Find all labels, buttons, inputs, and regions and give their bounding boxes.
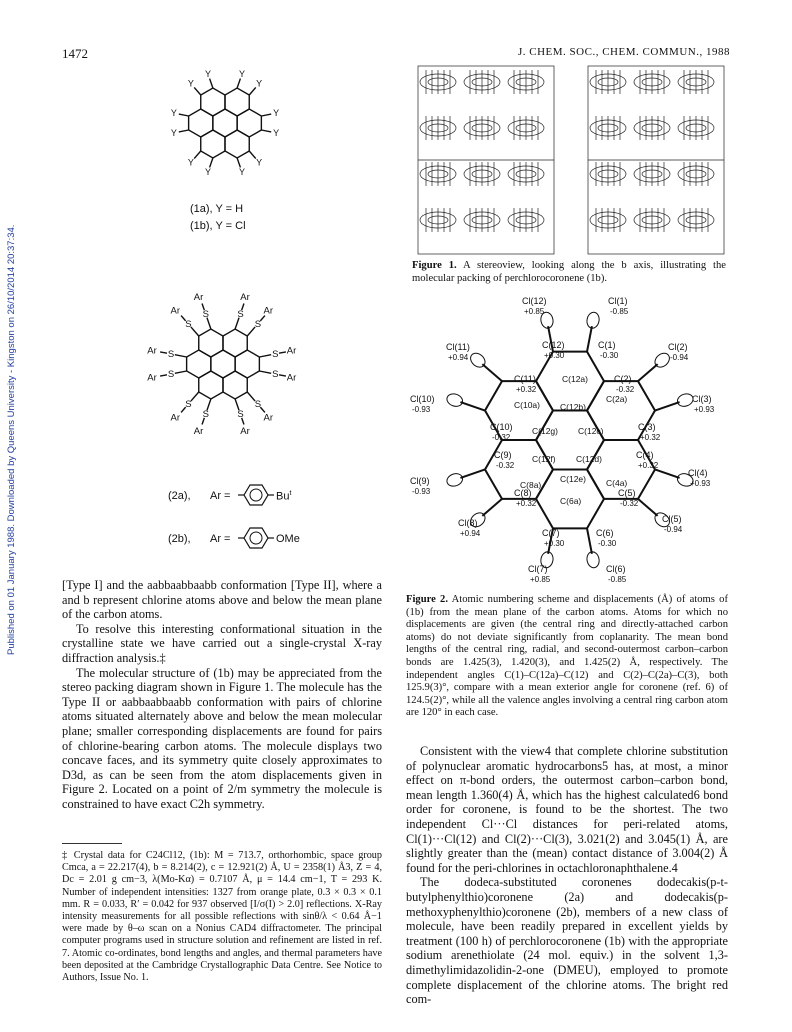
coronene-1-ring-6 xyxy=(225,88,249,116)
cl-atom-label: Cl(12) xyxy=(522,296,547,306)
aryl-label: Ar xyxy=(263,412,274,424)
cl-atom-label: Cl(5) xyxy=(662,514,682,524)
ar-bond xyxy=(160,375,167,376)
y-bond xyxy=(179,114,189,116)
aryl-label: Ar xyxy=(286,345,297,357)
y-bond xyxy=(210,158,213,167)
inner-c-label: C(12d) xyxy=(576,454,602,464)
c-cl-bond xyxy=(638,364,658,381)
aryl-label: Ar xyxy=(240,291,250,303)
substituent-2b: OMe xyxy=(276,533,300,545)
c-cl-bond xyxy=(638,499,658,516)
label-1b: (1b), Y = Cl xyxy=(190,220,246,232)
s-bond xyxy=(191,392,199,401)
y-substituent-label: Y xyxy=(239,167,246,178)
c-displacement: +0.32 xyxy=(516,499,537,508)
figure-1-stereoview xyxy=(410,62,730,260)
c-atom-label: C(9) xyxy=(494,450,512,460)
c-atom-label: C(8) xyxy=(514,488,532,498)
y-substituent-label: Y xyxy=(273,108,280,119)
c-atom-label: C(5) xyxy=(618,488,636,498)
sulfur-label: S xyxy=(202,409,209,421)
sulfur-label: S xyxy=(237,308,244,320)
paragraph-r2: The dodeca-substituted coronenes dodecakis(p-t-butylphenylthio)coronene (2a) and dodecakis(p-methoxyphenylthio)coronene (2b), members of a new class of molecule, have been readily prepared in excellent yields by treatment (100 h) of perchlorocoronene (1b) with the appropriate sodium arenethiolate (24 mol. equiv.) in the solvent 1,3-dimethylimidazolidin-2-one (DMEU), employed to promote complete displacement of the chlorine atoms. The bright red com- xyxy=(406,875,728,1007)
y-bond xyxy=(261,114,271,116)
figure-1-caption-text: A stereoview, looking along the b axis, illustrating the molecular packing of perchlorocoronene (1b). xyxy=(412,260,726,284)
figure-1-caption xyxy=(412,260,726,285)
aryl-label: Ar xyxy=(193,426,204,438)
cl-displacement: +0.94 xyxy=(460,529,481,538)
footnote-divider xyxy=(62,843,122,844)
s-bond xyxy=(175,371,187,373)
publication-notice xyxy=(6,140,20,660)
aryl-label: Ar xyxy=(147,345,157,357)
coronene-structure-2 xyxy=(118,272,328,457)
y-bond xyxy=(237,158,240,167)
y-substituent-label: Y xyxy=(256,157,263,168)
y-substituent-label: Y xyxy=(170,108,177,119)
left-column-body xyxy=(62,578,382,812)
sulfur-label: S xyxy=(254,399,262,411)
aryl-label: Ar xyxy=(147,372,157,384)
y-bond xyxy=(210,79,213,88)
right-column-body xyxy=(406,744,728,1007)
inner-c-label: C(12a) xyxy=(562,374,588,384)
c-cl-bond xyxy=(482,499,502,516)
c-cl-bond xyxy=(655,402,680,411)
sulfur-label: S xyxy=(185,318,192,330)
c-atom-label: C(2) xyxy=(614,374,632,384)
figure-2-caption-text: Atomic numbering scheme and displacements (Å) of atoms of (1b) from the mean plane of the carbon atoms. Atoms for which no displacements are given (the central ring and directly-attached carbon atoms) do not deviate significantly from coplanarity. The mean bond lengths of the central ring, radial, and second-outermost carbon–carbon bonds are 1.425(3), 1.420(3), and 1.425(2) Å, respectively. The independent angles C(1)–C(12a)–C(12) and C(2)–C(2a)–C(3), both 125.9(3)°, compare with a mean exterior angle for coronene (ref. 6) of 124.5(2)°, while all the valence angles involving a central ring carbon atom are 120° in each case. xyxy=(406,594,728,719)
cl-displacement: -0.85 xyxy=(608,575,627,584)
sulfur-label: S xyxy=(237,409,244,421)
paragraph-3: The molecular structure of (1b) may be appreciated from the stereo packing diagram shown in Figure 1. The molecule has the Type II or aabbaabbaabb conformation with pairs of chlorine atoms situated alternately above and below the mean molecular plane; smaller corresponding displacements are found for pairs of chlorine-bearing carbon atoms. The molecule displays two concave faces, and its symmetry quite closely approximates to D3d, as can be seen from the atom displacements given in Figure 2. Located on a point of 2/m symmetry the molecule is constrained to have exact C2h symmetry. xyxy=(62,665,382,811)
coronene-1-ring-2 xyxy=(225,130,249,158)
cl-atom-label: Cl(11) xyxy=(446,342,470,352)
c-displacement: +0.32 xyxy=(516,385,537,394)
c-displacement: -0.32 xyxy=(496,461,515,470)
cl-displacement: +0.94 xyxy=(448,353,469,362)
coronene-2-ring-2 xyxy=(223,371,247,399)
coronene-1-ring-5 xyxy=(201,88,225,116)
label-2a: (2a), xyxy=(168,490,191,502)
aryl-label: Ar xyxy=(240,426,250,438)
c-displacement: -0.32 xyxy=(616,385,635,394)
cl-atom-label: Cl(10) xyxy=(410,394,435,404)
aryl-label: Ar xyxy=(263,305,274,317)
inner-c-label: C(10a) xyxy=(514,400,540,410)
inner-c-label: C(8a) xyxy=(520,480,542,490)
chlorine-ellipsoid xyxy=(586,311,601,329)
ar-eq-2a: Ar = xyxy=(210,490,231,502)
c-atom-label: C(6) xyxy=(596,528,614,538)
c-displacement: -0.32 xyxy=(620,499,639,508)
cl-displacement: +0.93 xyxy=(694,405,715,414)
substituent-2a: Bu$^t$ xyxy=(276,490,292,503)
c-cl-bond xyxy=(587,528,592,554)
s-bond xyxy=(175,355,187,357)
y-substituent-label: Y xyxy=(204,68,211,79)
cl-displacement: +0.85 xyxy=(524,307,545,316)
cl-displacement: -0.93 xyxy=(412,405,431,414)
c-displacement: +0.30 xyxy=(544,351,565,360)
inner-c-label: C(12g) xyxy=(532,426,558,436)
y-substituent-label: Y xyxy=(187,157,194,168)
figure-2-label: Figure 2. xyxy=(406,594,448,605)
s-bond xyxy=(259,371,271,373)
c-displacement: +0.30 xyxy=(544,539,565,548)
coronene-2-ring-5 xyxy=(199,329,223,357)
aryl-label: Ar xyxy=(170,412,180,424)
ar-bond xyxy=(279,375,286,376)
publication-notice-text[interactable]: Published on 01 January 1988. Downloaded by Queens University - Kingston on 26/10/2014 20:37:34. xyxy=(6,224,17,655)
inner-c-label: C(6a) xyxy=(560,496,582,506)
y-bond xyxy=(249,151,256,159)
paragraph-r1: Consistent with the view4 that complete chlorine substitution of polynuclear aromatic hydrocarbons5 has, at most, a minor effect on π-bond orders, the outermost carbon–carbon bond, mean length 1.360(4) Å, which has the highest calculated6 bond order for coronene, is found to be the shortest. The two independent Cl···Cl distances for peri-related atoms, Cl(1)···Cl(12) and Cl(2)···Cl(3), 3.021(2) and 3.045(1) Å, are slightly greater than the (mean) contact distance of 3.004(2) Å found for the peri-chlorines in octachloronaphthalene.4 xyxy=(406,744,728,875)
y-bond xyxy=(194,87,201,95)
c-displacement: +0.32 xyxy=(638,461,659,470)
inner-c-label: C(12c) xyxy=(578,426,604,436)
ar-bond xyxy=(160,352,167,353)
c-atom-label: C(1) xyxy=(598,340,616,350)
sulfur-label: S xyxy=(202,308,209,320)
figure-1-label: Figure 1. xyxy=(412,260,457,271)
aryl-label: Ar xyxy=(286,372,297,384)
sulfur-label: S xyxy=(167,348,175,360)
coronene-2-ring-6 xyxy=(223,329,247,357)
c-cl-bond xyxy=(460,469,485,478)
cl-atom-label: Cl(6) xyxy=(606,564,626,574)
page-number: 1472 xyxy=(62,46,88,61)
c-displacement: -0.30 xyxy=(598,539,617,548)
c-atom-label: C(10) xyxy=(490,422,513,432)
figure-2-caption xyxy=(406,594,728,720)
s-bond xyxy=(191,327,199,336)
y-substituent-label: Y xyxy=(273,127,280,138)
cl-displacement: -0.85 xyxy=(610,307,629,316)
cl-atom-label: Cl(4) xyxy=(688,468,708,478)
coronene-structure-1 xyxy=(160,58,290,188)
c-atom-label: C(12) xyxy=(542,340,565,350)
c-cl-bond xyxy=(482,364,502,381)
cl-atom-label: Cl(8) xyxy=(458,518,478,528)
cl-atom-label: Cl(7) xyxy=(528,564,548,574)
y-bond xyxy=(249,87,256,95)
label-2b: (2b), xyxy=(168,533,191,545)
c-displacement: -0.30 xyxy=(600,351,619,360)
c-displacement: -0.32 xyxy=(492,433,511,442)
sulfur-label: S xyxy=(272,369,279,381)
inner-c-label: C(2a) xyxy=(606,394,628,404)
cl-displacement: +0.93 xyxy=(690,479,711,488)
ar-bond xyxy=(279,352,286,353)
paragraph-2: To resolve this interesting conformational situation in the crystalline state we have carried out a single-crystal X-ray diffraction analysis.‡ xyxy=(62,621,382,665)
inner-c-label: C(4a) xyxy=(606,478,628,488)
y-substituent-label: Y xyxy=(170,127,177,138)
cl-atom-label: Cl(1) xyxy=(608,296,628,306)
chlorine-ellipsoid xyxy=(445,392,464,409)
paragraph-1: [Type I] and the aabbaabbaabb conformation [Type II], where a and b represent chlorine atoms above and below the mean plane of the carbon atoms. xyxy=(62,578,382,622)
cl-atom-label: Cl(2) xyxy=(668,342,688,352)
sulfur-label: S xyxy=(254,318,262,330)
y-bond xyxy=(237,79,240,88)
y-substituent-label: Y xyxy=(187,78,194,89)
cl-displacement: -0.94 xyxy=(670,353,689,362)
c-cl-bond xyxy=(460,402,485,411)
cl-displacement: -0.93 xyxy=(412,487,431,496)
phenyl-ring-2b xyxy=(238,523,274,553)
sulfur-label: S xyxy=(272,348,279,360)
y-substituent-label: Y xyxy=(256,78,263,89)
c-displacement: +0.32 xyxy=(640,433,661,442)
ar-eq-2b: Ar = xyxy=(210,533,231,545)
y-substituent-label: Y xyxy=(204,167,211,178)
crystal-data-footnote: ‡ Crystal data for C24Cl12, (1b): M = 713.7, orthorhombic, space group Cmca, a = 22.217(4), b = 8.214(2), c = 12.921(2) Å, U = 2358(1) Å3, Z = 4, Dc = 2.01 g cm−3, λ(Mo-Kα) = 0.7107 Å, μ = 14.4 cm−1, T = 293 K. Number of independent intensities: 1327 from orange plate, 0.3 × 0.3 × 0.1 mm. R = 0.033, R′ = 0.042 for 937 observed [I/σ(I) > 2.0] reflections. X-Ray intensity measurements for all possible reflections with sinθ/λ < 0.64 Å−1 were made by θ–ω scan on a Nonius CAD4 diffractometer. The principal computer programs used in structure solution and refinement are listed in ref. 7. Atomic co-ordinates, bond lengths and angles, and thermal parameters have been deposited at the Cambridge Crystallographic Data Centre. See Notice to Authors, Issue No. 1. xyxy=(62,850,382,984)
journal-header: J. CHEM. SOC., CHEM. COMMUN., 1988 xyxy=(518,46,730,58)
c-atom-label: C(7) xyxy=(542,528,560,538)
cl-atom-label: Cl(3) xyxy=(692,394,712,404)
chlorine-ellipsoid xyxy=(586,551,601,569)
c-cl-bond xyxy=(655,469,680,478)
cl-displacement: +0.85 xyxy=(530,575,551,584)
sulfur-label: S xyxy=(167,369,175,381)
label-1a: (1a), Y = H xyxy=(190,203,244,215)
y-bond xyxy=(194,151,201,159)
y-bond xyxy=(179,130,189,132)
aryl-label: Ar xyxy=(170,305,180,317)
y-bond xyxy=(261,130,271,132)
s-bond xyxy=(259,355,271,357)
cl-atom-label: Cl(9) xyxy=(410,476,430,486)
aryl-label: Ar xyxy=(193,291,204,303)
c-atom-label: C(3) xyxy=(638,422,656,432)
inner-c-label: C(12e) xyxy=(560,474,586,484)
c-cl-bond xyxy=(587,326,592,352)
phenyl-ring-2a xyxy=(238,480,274,510)
chlorine-ellipsoid xyxy=(445,472,464,489)
inner-c-label: C(12f) xyxy=(532,454,556,464)
y-substituent-label: Y xyxy=(239,68,246,79)
c-atom-label: C(11) xyxy=(514,374,536,384)
inner-c-label: C(12b) xyxy=(560,402,586,412)
cl-displacement: -0.94 xyxy=(664,525,683,534)
sulfur-label: S xyxy=(185,399,192,411)
figure-2-numbering xyxy=(410,290,730,590)
c-atom-label: C(4) xyxy=(636,450,654,460)
